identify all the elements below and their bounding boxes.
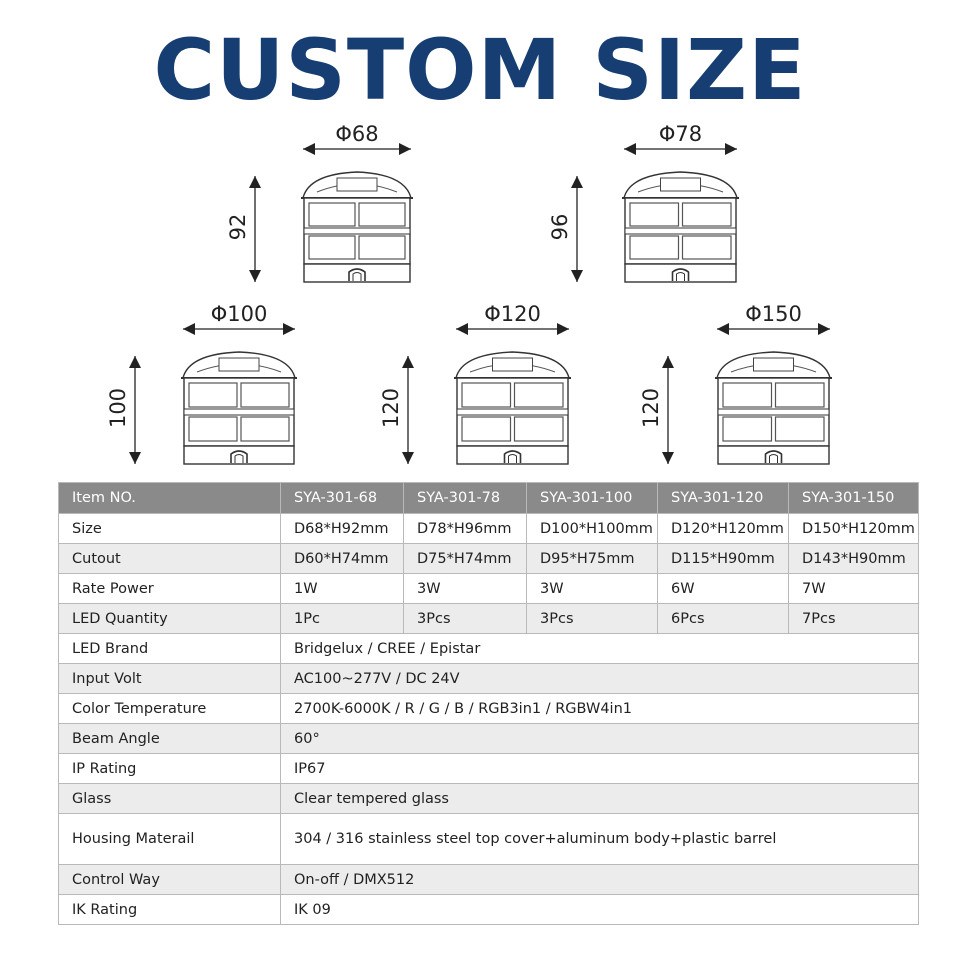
table-header-row xyxy=(59,483,919,514)
table-row xyxy=(59,664,919,694)
row-label: Housing Materail xyxy=(59,814,281,865)
row-value: On-off / DMX512 xyxy=(281,865,919,895)
row-value: 3W xyxy=(527,574,658,604)
row-value: D143*H90mm xyxy=(789,544,919,574)
lamp-drawing xyxy=(226,122,413,282)
row-label: Size xyxy=(59,514,281,544)
row-value: D75*H74mm xyxy=(404,544,527,574)
row-label: Glass xyxy=(59,784,281,814)
height-label: 100 xyxy=(106,387,130,429)
row-value: 7Pcs xyxy=(789,604,919,634)
diameter-label: Φ68 xyxy=(335,122,379,146)
row-value: IK 09 xyxy=(281,895,919,925)
row-value: 6W xyxy=(658,574,789,604)
header-model: SYA-301-150 xyxy=(789,483,919,514)
row-value: IP67 xyxy=(281,754,919,784)
diameter-label: Φ120 xyxy=(484,302,541,326)
row-label: LED Brand xyxy=(59,634,281,664)
diameter-label: Φ150 xyxy=(745,302,802,326)
row-value: AC100~277V / DC 24V xyxy=(281,664,919,694)
row-value: 1W xyxy=(281,574,404,604)
row-label: Color Temperature xyxy=(59,694,281,724)
row-value: D95*H75mm xyxy=(527,544,658,574)
row-value: 6Pcs xyxy=(658,604,789,634)
table-row xyxy=(59,544,919,574)
lamp-drawing xyxy=(379,302,571,464)
lamp-drawing xyxy=(106,302,297,464)
table-row xyxy=(59,574,919,604)
row-label: Beam Angle xyxy=(59,724,281,754)
height-label: 120 xyxy=(379,387,403,429)
diameter-label: Φ78 xyxy=(658,122,703,146)
header-item-no: Item NO. xyxy=(59,483,281,514)
table-row xyxy=(59,814,919,865)
row-value: 3Pcs xyxy=(404,604,527,634)
row-value: 3W xyxy=(404,574,527,604)
header-model: SYA-301-68 xyxy=(281,483,404,514)
row-value: D78*H96mm xyxy=(404,514,527,544)
row-value: 7W xyxy=(789,574,919,604)
lamp-drawing xyxy=(639,302,832,464)
table-row xyxy=(59,604,919,634)
row-value: 304 / 316 stainless steel top cover+aluminum body+plastic barrel xyxy=(281,814,919,865)
table-row xyxy=(59,754,919,784)
row-label: IP Rating xyxy=(59,754,281,784)
row-value: Clear tempered glass xyxy=(281,784,919,814)
spec-table xyxy=(58,482,919,925)
row-label: Input Volt xyxy=(59,664,281,694)
row-label: LED Quantity xyxy=(59,604,281,634)
row-label: Cutout xyxy=(59,544,281,574)
table-row xyxy=(59,865,919,895)
height-label: 96 xyxy=(548,213,572,241)
table-row xyxy=(59,724,919,754)
table-row xyxy=(59,634,919,664)
row-value: D100*H100mm xyxy=(527,514,658,544)
row-value: D60*H74mm xyxy=(281,544,404,574)
header-model: SYA-301-120 xyxy=(658,483,789,514)
row-value: D68*H92mm xyxy=(281,514,404,544)
table-row xyxy=(59,784,919,814)
row-value: Bridgelux / CREE / Epistar xyxy=(281,634,919,664)
header-model: SYA-301-100 xyxy=(527,483,658,514)
header-model: SYA-301-78 xyxy=(404,483,527,514)
lamp-drawing xyxy=(548,122,739,282)
row-value: D120*H120mm xyxy=(658,514,789,544)
diameter-label: Φ100 xyxy=(210,302,268,326)
table-row xyxy=(59,694,919,724)
row-label: IK Rating xyxy=(59,895,281,925)
page-title: CUSTOM SIZE xyxy=(153,21,807,119)
row-label: Rate Power xyxy=(59,574,281,604)
row-value: 2700K-6000K / R / G / B / RGB3in1 / RGBW4in1 xyxy=(281,694,919,724)
row-value: 1Pc xyxy=(281,604,404,634)
row-value: 60° xyxy=(281,724,919,754)
height-label: 120 xyxy=(639,387,663,429)
row-value: D115*H90mm xyxy=(658,544,789,574)
table-row xyxy=(59,514,919,544)
row-value: D150*H120mm xyxy=(789,514,919,544)
row-value: 3Pcs xyxy=(527,604,658,634)
table-row xyxy=(59,895,919,925)
row-label: Control Way xyxy=(59,865,281,895)
height-label: 92 xyxy=(226,213,250,241)
